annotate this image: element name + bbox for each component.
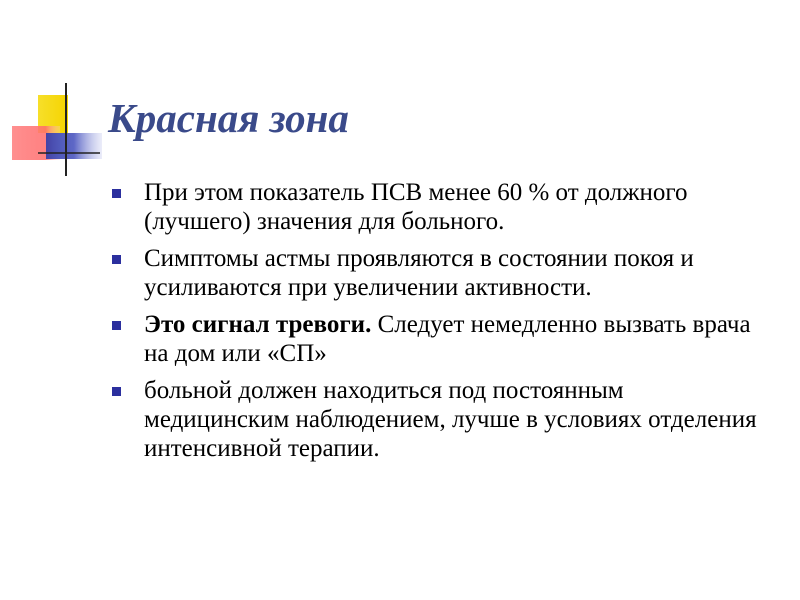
bullet-text: Следует немедленно вызвать врача на дом или «СП» (144, 311, 751, 367)
slide-title: Красная зона (108, 95, 349, 141)
bullet-item (112, 310, 772, 368)
bullet-bold-text: Это сигнал тревоги. (144, 311, 372, 338)
bullet-text: При этом показатель ПСВ менее 60 % от должного (лучшего) значения для больного. (144, 179, 688, 235)
square-bullet-icon (112, 255, 121, 264)
corner-squares-ornament (0, 0, 120, 190)
square-bullet-icon (112, 387, 121, 396)
square-bullet-icon (112, 321, 121, 330)
bullet-text: больной должен находиться под постоянным медицинским наблюдением, лучше в условиях отделения интенсивной терапии. (144, 377, 757, 462)
square-bullet-icon (112, 189, 121, 198)
bullet-item (112, 376, 772, 463)
bullet-list (112, 178, 772, 471)
bullet-text: Симптомы астмы проявляются в состоянии покоя и усиливаются при увеличении активности. (144, 245, 694, 301)
bullet-item (112, 178, 772, 236)
bullet-item (112, 244, 772, 302)
